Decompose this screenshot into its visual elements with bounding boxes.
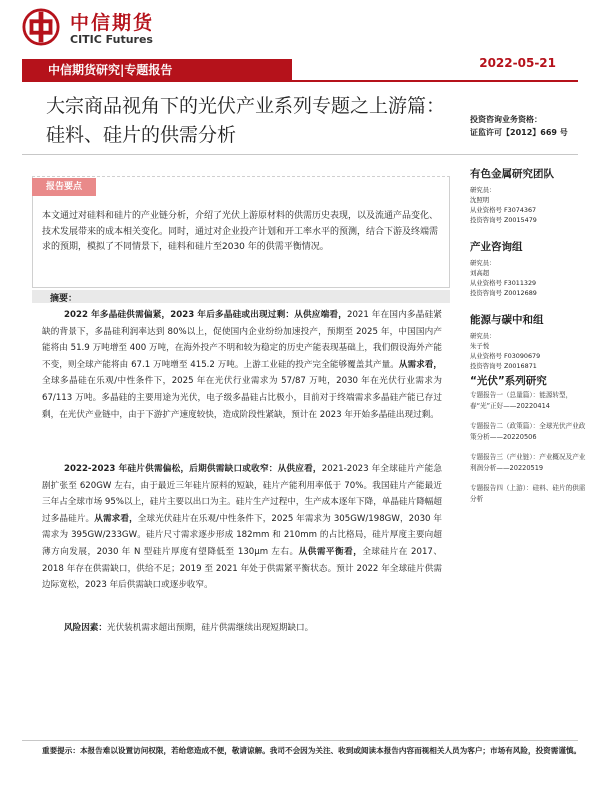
team-line: 投资咨询号 Z0015479 bbox=[470, 216, 537, 224]
team-line: 刘高超 bbox=[470, 269, 490, 277]
para2-bold3: 从供需平衡看， bbox=[298, 546, 363, 557]
team-line: 从业资格号 F3074367 bbox=[470, 206, 537, 214]
team-title: 能源与碳中和组 bbox=[470, 314, 544, 326]
title-divider bbox=[22, 154, 578, 155]
para2-text3: 全球硅片在 2017、2018 年存在供需缺口，供给不足；2019 至 2021 年处于供需紧平衡状态。预计 2022 年全球硅片供需边际宽松，2023 年后供需缺口或逐步收窄。 bbox=[42, 546, 442, 591]
team-line: 投资咨询号 Z0012689 bbox=[470, 289, 537, 297]
risk-text: 光伏装机需求超出预期，硅片供需继续出现短期缺口。 bbox=[106, 623, 314, 633]
para2-lead: 2022-2023 年硅片供需偏松，后期供需缺口或收窄：从供应看， bbox=[64, 464, 322, 474]
team-line: 从业资格号 F3011329 bbox=[470, 279, 537, 287]
report-type-banner: 中信期货研究|专题报告 bbox=[22, 59, 292, 81]
team-line: 研究员： bbox=[470, 332, 496, 340]
report-date: 2022-05-21 bbox=[479, 56, 556, 70]
summary-band bbox=[32, 290, 450, 303]
series-item: 专题报告二（政策篇）：全球光伏产业政策分析——20220506 bbox=[470, 422, 586, 441]
team-group bbox=[470, 166, 590, 225]
para1-text2: 全球多晶硅在乐观/中性条件下，2025 年在光伏行业需求为 57/87 万吨，2030 年在光伏行业需求为 67/113 万吨。多晶硅的主要用途为光伏，电子级多晶硅占比极小，目前对于终端需求多晶硅产能已存过剩，在光伏产业链中，由于下游扩产速度较快，造成阶段性紧缺，预计在 2023 年开始多晶硅出现过剩。 bbox=[42, 376, 442, 420]
para2-bold2: 从需求看， bbox=[94, 513, 138, 524]
company-logo bbox=[22, 6, 232, 50]
team-group bbox=[470, 312, 590, 371]
key-points-tag: 报告要点 bbox=[32, 178, 96, 196]
research-team-sidebar bbox=[470, 166, 590, 385]
team-line: 投资咨询号 Z0016871 bbox=[470, 362, 537, 370]
logo-cn-text: 中信期货 bbox=[70, 12, 155, 34]
series-title: “光伏”系列研究 bbox=[470, 375, 547, 387]
series-item: 专题报告四（上游）：硅料、硅片的供需分析 bbox=[470, 484, 586, 503]
series-item: 专题报告三（产业链）：产业概况及产业利润分析——20220519 bbox=[470, 453, 586, 472]
team-line: 沈照明 bbox=[470, 196, 490, 204]
paragraph-risk bbox=[42, 620, 442, 637]
para1-lead: 2022 年多晶硅供需偏紧，2023 年后多晶硅或出现过剩：从供应端看， bbox=[64, 310, 347, 320]
para1-bold2: 从需求看， bbox=[398, 359, 442, 370]
logo-en-text: CITIC Futures bbox=[70, 33, 153, 46]
header-divider bbox=[22, 80, 578, 82]
team-line: 研究员： bbox=[470, 186, 496, 194]
team-title: 有色金属研究团队 bbox=[470, 168, 554, 180]
risk-label: 风险因素： bbox=[64, 623, 107, 633]
paragraph-polysilicon bbox=[42, 307, 442, 423]
series-item: 专题报告一（总量篇）：能源转型，春“光”正好——20220414 bbox=[470, 391, 573, 410]
para2-text2: 全球光伏硅片在乐观/中性条件下，2025 年需求为 305GW/198GW，2030 年需求为 395GW/233GW。硅片尺寸需求逐步形成 182mm 和 210mm 的占比格局，硅片厚度主要向超薄方向发展，2030 年 N 型硅片厚度有望降低至 130μm 左右。 bbox=[42, 513, 442, 557]
citic-logo-icon bbox=[22, 8, 60, 46]
para1-text1: 2021 年在国内多晶硅紧缺的背景下，多晶硅利润率达到 80%以上，促使国内企业纷纷加速投产，预期至 2025 年，中国国内产能将由 51.9 万吨增至 400 万吨，在海外投产不明和较为稳定的历史产能表现基础上，我们假设海外产能不变，则全球产能将由 67.1 万吨增至 415.2 万吨。上游工业硅的投产完全能够覆盖其产量。 bbox=[42, 310, 442, 370]
paragraph-wafer bbox=[42, 461, 442, 594]
team-title: 产业咨询组 bbox=[470, 241, 523, 253]
cert-label: 投资咨询业务资格： bbox=[470, 115, 542, 124]
summary-label: 摘要： bbox=[50, 294, 78, 304]
series-list bbox=[470, 390, 590, 514]
footer-divider bbox=[22, 740, 578, 741]
team-group bbox=[470, 239, 590, 298]
abstract-text: 本文通过对硅料和硅片的产业链分析，介绍了光伏上游原材料的供需历史表现，以及流通产品变化、技术发展带来的成本相关变化。同时，通过对企业投产计划和开工率水平的预测，结合下游及终端需求的预期，模拟了不同情景下，硅料和硅片至2030 年的供需平衡情况。 bbox=[42, 211, 439, 252]
cert-value: 证监许可【2012】669 号 bbox=[470, 128, 568, 137]
disclaimer-text: 重要提示：本报告难以设置访问权限，若给您造成不便，敬请谅解。我司不会因为关注、收到或阅读本报告内容而视相关人员为客户；市场有风险，投资需谨慎。 bbox=[42, 746, 582, 755]
report-title: 大宗商品视角下的光伏产业系列专题之上游篇：硅料、硅片的供需分析 bbox=[46, 95, 446, 146]
para2-text1: 2021-2023 年全球硅片产能急剧扩张至 620GW 左右，由于最近三年硅片原料的短缺，硅片产能利用率低于 70%。我国硅片产能最近三年占全球市场 95%以上，硅片主要以出口为主。硅片生产过程中，生产成本逐年下降，单晶硅片降幅超过多晶硅片。 bbox=[42, 464, 442, 524]
team-line: 从业资格号 F03090679 bbox=[470, 352, 541, 360]
team-line: 朱子悦 bbox=[470, 342, 490, 350]
team-line: 研究员： bbox=[470, 259, 496, 267]
